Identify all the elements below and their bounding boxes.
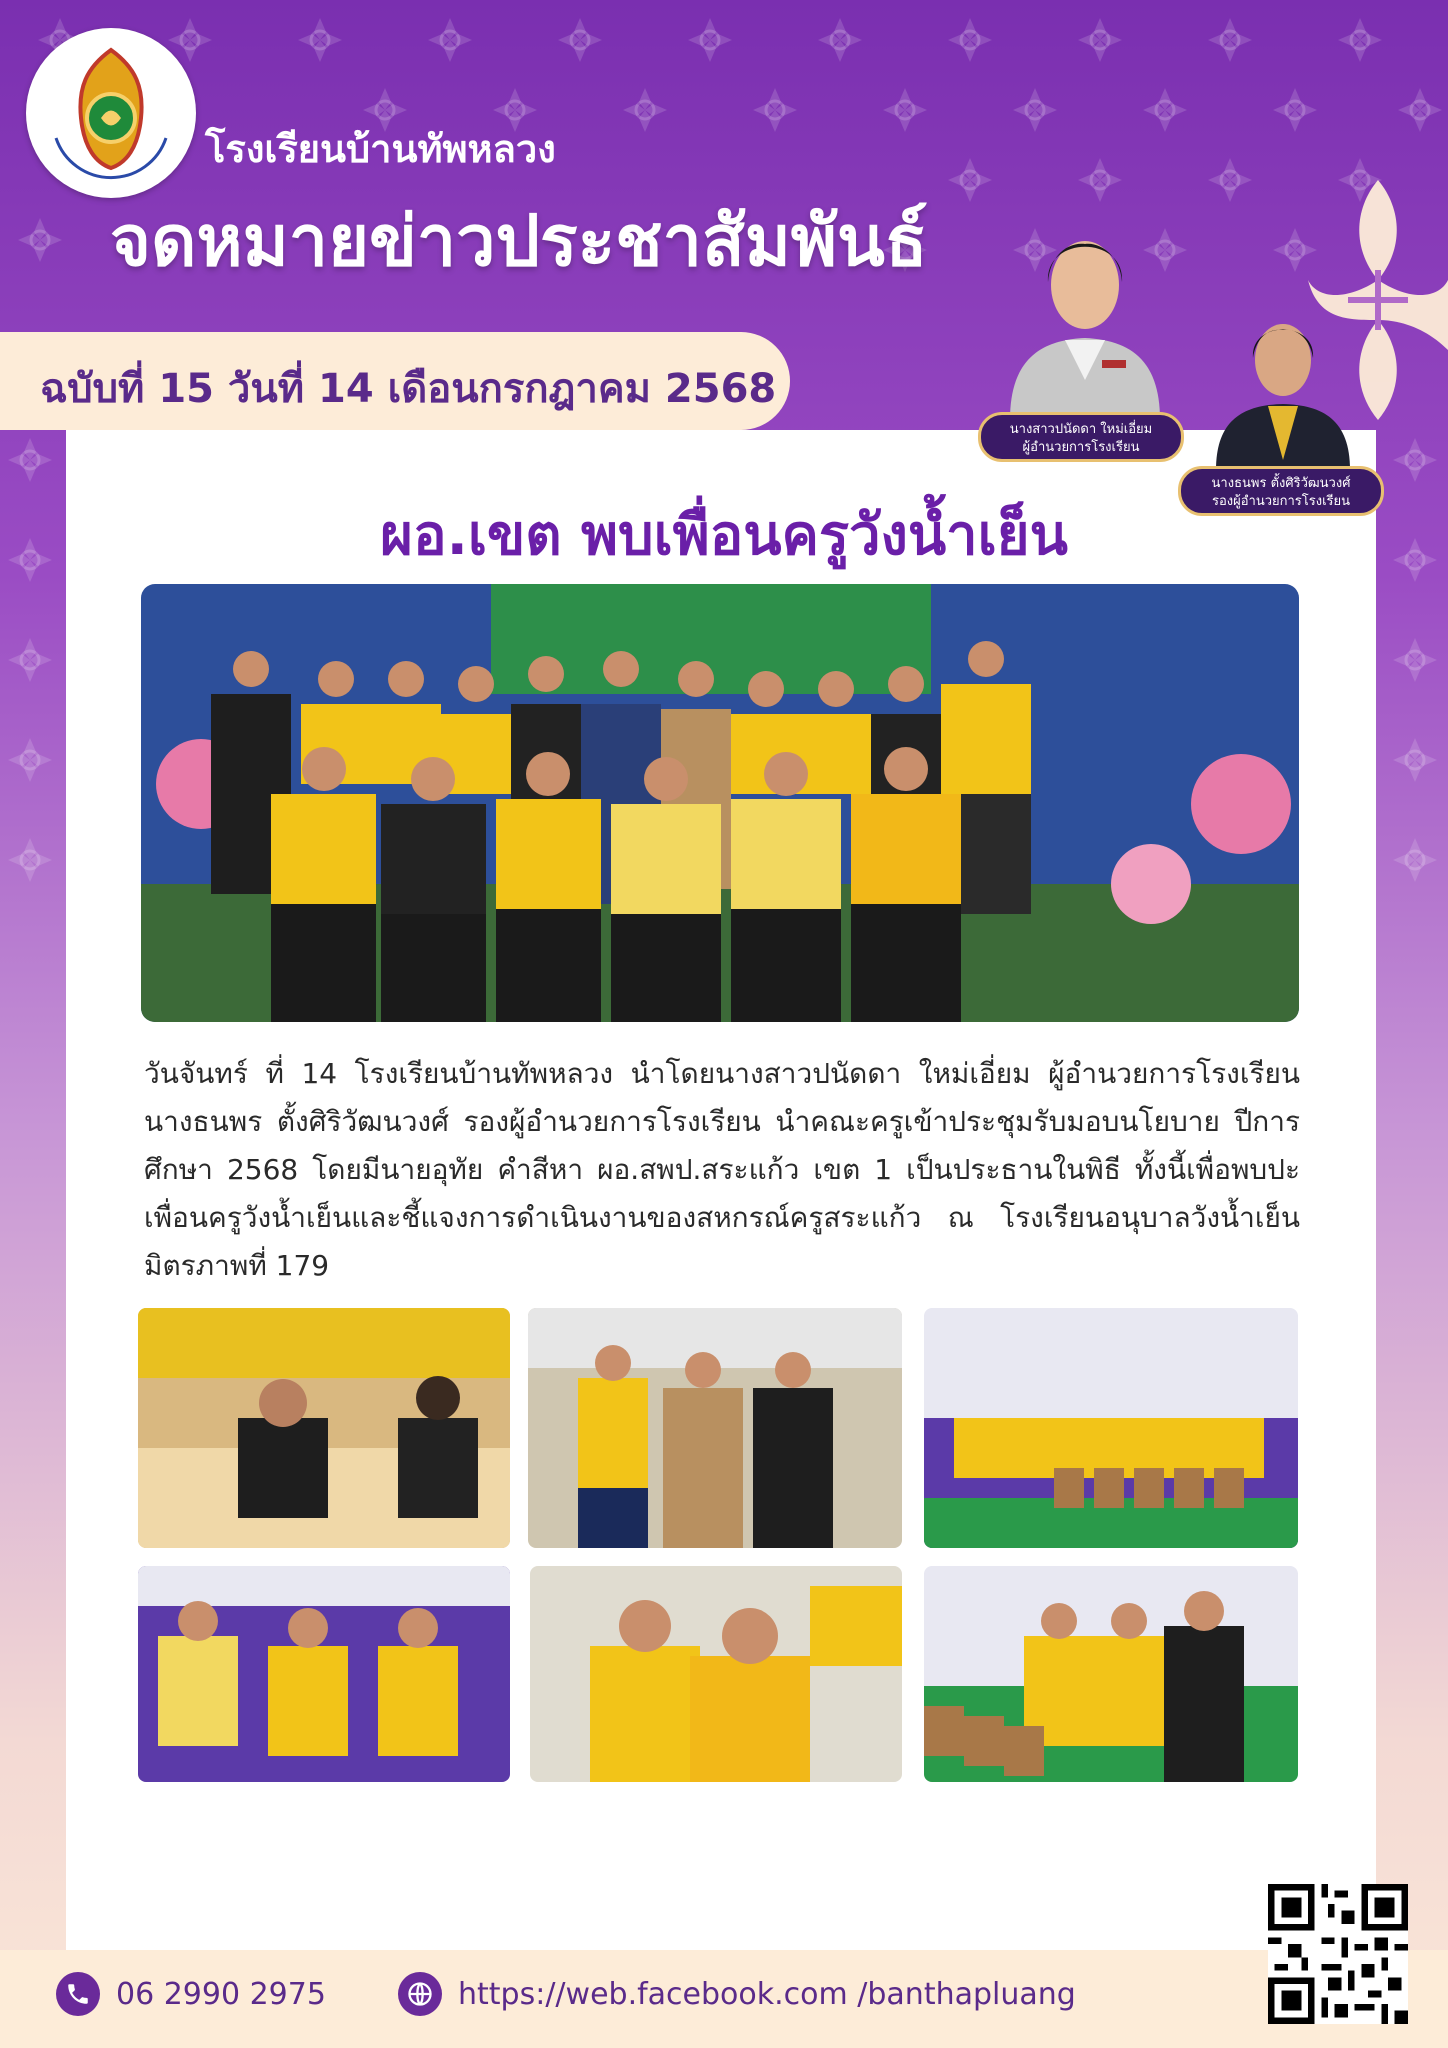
gallery-photo-1 <box>138 1308 510 1548</box>
website-contact[interactable] <box>398 1972 1076 2016</box>
director-position: ผู้อำนวยการโรงเรียน <box>1022 440 1140 455</box>
globe-icon <box>398 1972 442 2016</box>
deputy-director-portrait <box>1208 300 1358 470</box>
article-title: ผอ.เขต พบเพื่อนครูวังน้ำเย็น <box>380 503 1068 568</box>
issue-banner <box>0 332 790 430</box>
gallery-photo-5 <box>530 1566 902 1782</box>
director-name-plate <box>978 412 1184 462</box>
issue-label: ฉบับที่ 15 วันที่ 14 เดือนกรกฎาคม 2568 <box>40 366 777 412</box>
phone-contact[interactable] <box>56 1972 326 2016</box>
article-body: วันจันทร์ ที่ 14 โรงเรียนบ้านทัพหลวง นำโดยนางสาวปนัดดา ใหม่เอี่ยม ผู้อำนวยการโรงเรียน นางธนพร ตั้งศิริวัฒนวงศ์ รองผู้อำนวยการโรงเรียน นำคณะครูเข้าประชุมรับมอบนโยบาย ปีการศึกษา 2568 โดยมีนายอุทัย คำสีหา ผอ.สพป.สระแก้ว เขต 1 เป็นประธานในพิธี ทั้งนี้เพื่อพบปะเพื่อนครูวังน้ำเย็นและชี้แจงการดำเนินงานของสหกรณ์ครูสระแก้ว ณ โรงเรียนอนุบาลวังน้ำเย็นมิตรภาพที่ 179 <box>144 1057 1300 1282</box>
director-name: นางสาวปนัดดา ใหม่เอี่ยม <box>1009 422 1153 437</box>
gallery-photo-2 <box>528 1308 902 1548</box>
school-name: โรงเรียนบ้านทัพหลวง <box>205 127 556 171</box>
school-logo <box>26 28 196 198</box>
phone-number: 06 2990 2975 <box>116 1976 326 2012</box>
qr-code <box>1268 1884 1408 2024</box>
deputy-name: นางธนพร ตั้งศิริวัฒนวงศ์ <box>1211 476 1351 491</box>
newsletter-title: จดหมายข่าวประชาสัมพันธ์ <box>110 200 928 282</box>
gallery-photo-6 <box>924 1566 1298 1782</box>
website-link[interactable]: https://web.facebook.com /banthapluang <box>458 1976 1076 2012</box>
phone-icon <box>56 1972 100 2016</box>
gallery-photo-3 <box>924 1308 1298 1548</box>
director-portrait <box>1000 210 1170 420</box>
main-group-photo <box>141 584 1299 1022</box>
gallery-photo-4 <box>138 1566 510 1782</box>
deputy-position: รองผู้อำนวยการโรงเรียน <box>1211 494 1351 509</box>
